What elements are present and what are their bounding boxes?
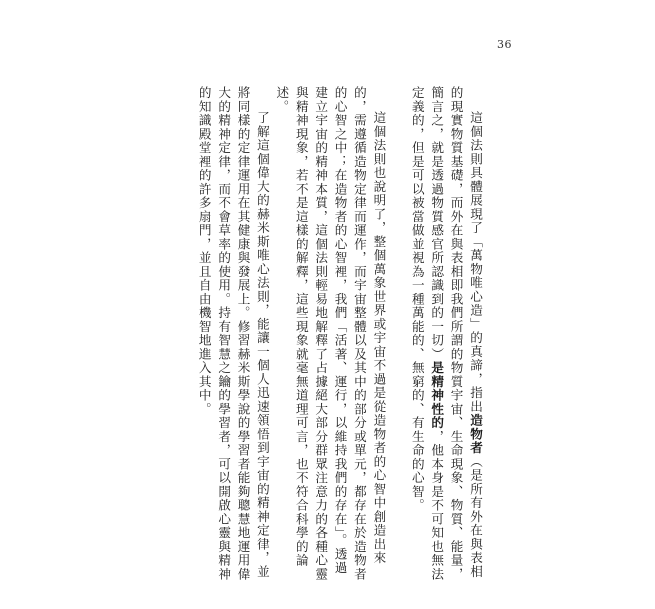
paragraph-1-bold-term: 是精神性的 bbox=[429, 361, 445, 430]
paragraph-2-segment: 這個法則也說明了，整個萬象世界或宇宙不過是從造物者的心智中創造出來的，需遵循造物定律而運作，而宇宙整體以及其中的部分或單元，都存在於造物者的心智之中；在造物者的心智裡，我們「活著、運行，以維持我們的存在」。透過建立宇宙的精神本質，這個法則輕易地解釋了占據絕大部分群眾注意力的各種心靈與精神現象，若不是這樣的解釋，這些現象就毫無道理可言，也不符合科學的論述。 bbox=[274, 86, 387, 581]
paragraph-1-segment: （是所有外在與表相的現實物質基礎，而外在與表相即我們所謂的物質宇宙、生命現象、物質、能量，簡言之，就是透過物質感官所認識到的一切） bbox=[429, 86, 483, 581]
paragraph-3-segment: 了解這個偉大的赫米斯唯心法則，能讓一個人迅速領悟到宇宙的精神定律，並將同樣的定律運用在其健康與發展上。修習赫米斯學說的學習者能夠聰慧地運用偉大的精神定律，而不會草率的使用。持有智慧之鑰的學習者，可以開啟心靈與精神的知識殿堂裡的許多扇門，並且自由機智地進入其中。 bbox=[196, 86, 270, 581]
page-number: 36 bbox=[497, 38, 512, 51]
paragraph-1 bbox=[407, 86, 485, 586]
vertical-text-body bbox=[164, 86, 504, 586]
paragraph-1-segment: ，他本身是不可知也無法定義的，但是可以被當做並視為一種萬能的、無窮的、有生命的心智。 bbox=[409, 86, 445, 581]
paragraph-1-segment: 這個法則具體展現了「萬物唯心造」的真諦，指出 bbox=[468, 111, 483, 414]
paragraph-1-bold-term: 造物者 bbox=[468, 413, 483, 455]
paragraph-3 bbox=[194, 86, 272, 586]
paragraph-2 bbox=[272, 86, 388, 586]
